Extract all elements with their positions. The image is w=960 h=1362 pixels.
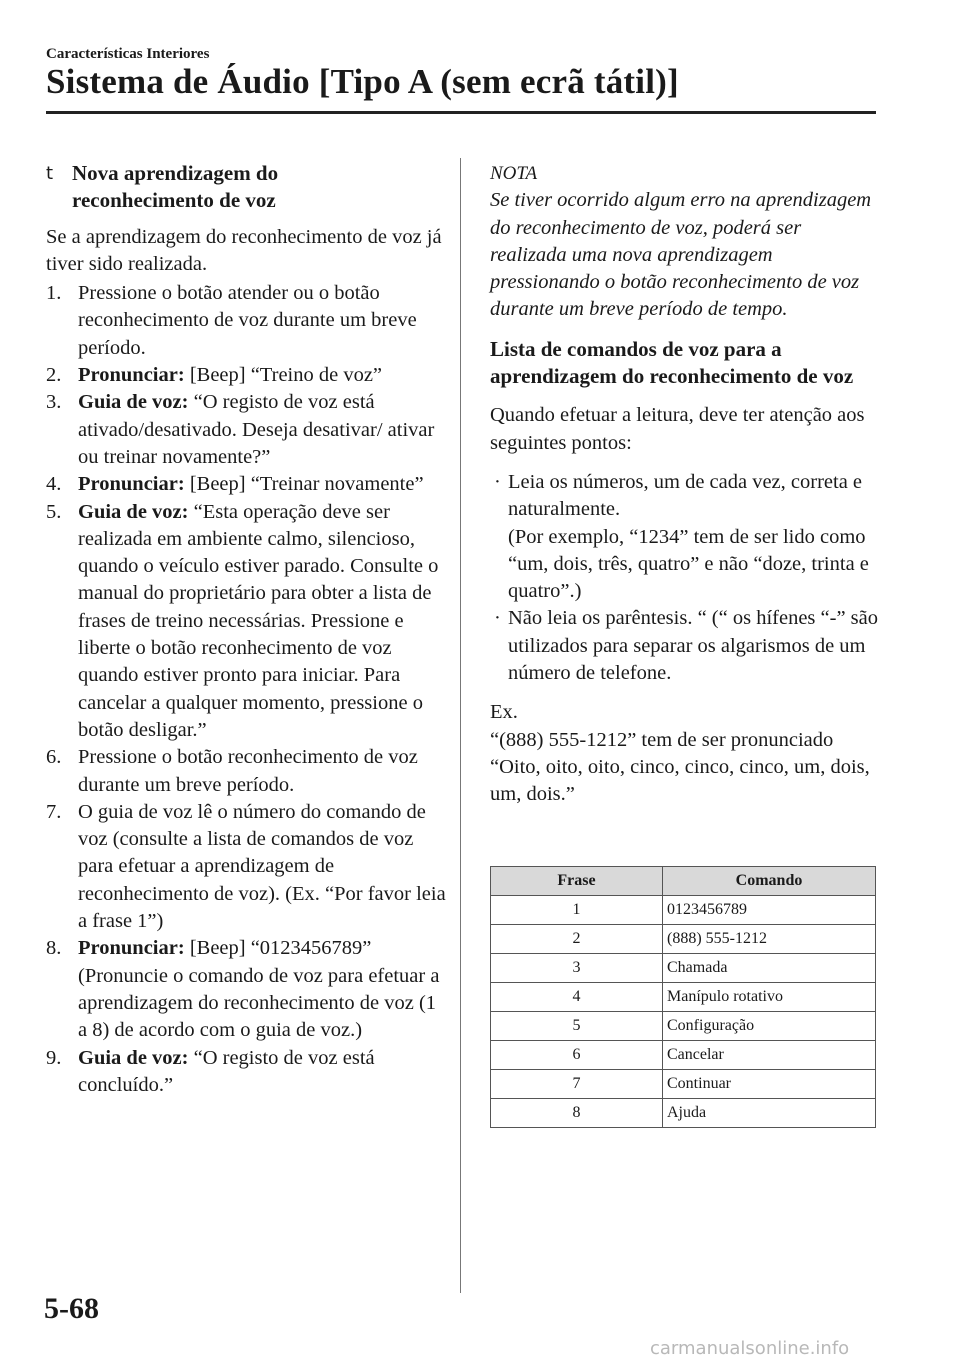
step-text: “Esta operação deve ser realizada em ambiente calmo, silencioso, quando o veículo estiver parado. Consulte o manual do proprietário para obter a lista de frases de treino necessárias. Pressione e liberte o botão reconhecimento de voz quando estiver pronto para iniciar. Para cancelar a qualquer momento, pressione o botão desligar.” [78, 500, 439, 741]
voice-command-table [490, 866, 876, 1128]
list-item [490, 469, 880, 605]
table-cell-command: Manípulo rotativo [663, 983, 876, 1012]
table-row [491, 983, 876, 1012]
table-cell-phrase: 8 [491, 1099, 663, 1128]
step-number: 8. [46, 937, 62, 960]
table-row [491, 1099, 876, 1128]
step-label: Pronunciar: [78, 937, 185, 960]
table-row [491, 1012, 876, 1041]
table-cell-command: (888) 555-1212 [663, 925, 876, 954]
step-text: Pressione o botão reconhecimento de voz durante um breve período. [78, 746, 418, 796]
bullet-text: Não leia os parêntesis. “ (“ os hífenes “-” são utilizados para separar os algarismos de um número de telefone. [508, 607, 878, 685]
table-header-phrase: Frase [491, 867, 663, 896]
table-cell-command: Continuar [663, 1070, 876, 1099]
bullet-icon: · [494, 470, 501, 493]
table-header-row [491, 867, 876, 896]
intro-paragraph: Se a aprendizagem do reconhecimento de voz já tiver sido realizada. [46, 225, 442, 275]
step-number: 1. [46, 282, 62, 305]
subsection-heading-line2: reconhecimento de voz [72, 188, 276, 213]
table-row [491, 1041, 876, 1070]
step-number: 7. [46, 800, 62, 823]
bullet-text-continued: (Por exemplo, “1234” tem de ser lido como “um, dois, três, quatro” e não “doze, trinta e quatro”.) [508, 525, 869, 603]
step [46, 280, 446, 362]
left-column [46, 160, 446, 1099]
subsection-marker-icon: t [46, 163, 54, 184]
step-number: 4. [46, 473, 62, 496]
command-list-heading: Lista de comandos de voz para a aprendizagem do reconhecimento de voz [490, 336, 854, 389]
table-cell-phrase: 3 [491, 954, 663, 983]
table-cell-command: Configuração [663, 1012, 876, 1041]
table-cell-phrase: 2 [491, 925, 663, 954]
subsection-heading-line1: Nova aprendizagem do [72, 161, 279, 185]
column-divider [460, 158, 461, 1293]
step-label: Pronunciar: [78, 473, 185, 496]
step-text: “O registo de voz está ativado/desativado. Deseja desativar/ ativar ou treinar novamente?” [78, 391, 435, 468]
step-text: [Beep] “0123456789” (Pronuncie o comando de voz para efetuar a aprendizagem do reconhecimento de voz (1 a 8) de acordo com o guia de voz.) [78, 937, 440, 1042]
step [46, 1045, 446, 1100]
note-title: NOTA [490, 163, 538, 184]
watermark: carmanualsonline.info [650, 1338, 850, 1359]
step-number: 6. [46, 746, 62, 769]
header-rule [46, 111, 876, 114]
reading-intro: Quando efetuar a leitura, deve ter atenção aos seguintes pontos: [490, 404, 865, 454]
table-row [491, 954, 876, 983]
step [46, 471, 446, 498]
step-text: “O registo de voz está concluído.” [78, 1046, 375, 1096]
table-cell-phrase: 7 [491, 1070, 663, 1099]
table-cell-command: Chamada [663, 954, 876, 983]
step [46, 389, 446, 471]
subsection-heading [46, 160, 446, 215]
chapter-title: Sistema de Áudio [Tipo A (sem ecrã tátil)] [46, 62, 679, 101]
list-item [490, 605, 880, 687]
step-label: Guia de voz: [78, 391, 189, 414]
note-body: Se tiver ocorrido algum erro na aprendizagem do reconhecimento de voz, poderá ser realizada uma nova aprendizagem pressionando o botão reconhecimento de voz durante um breve período de tempo. [490, 189, 872, 321]
table-cell-phrase: 6 [491, 1041, 663, 1070]
table-cell-command: 0123456789 [663, 896, 876, 925]
step-label: Pronunciar: [78, 364, 185, 387]
step-text: [Beep] “Treino de voz” [184, 364, 383, 387]
table-cell-command: Cancelar [663, 1041, 876, 1070]
step-number: 9. [46, 1046, 62, 1069]
example-label: Ex. [490, 701, 518, 724]
page-number: 5-68 [44, 1292, 99, 1325]
step-text: O guia de voz lê o número do comando de voz (consulte a lista de comandos de voz para efetuar a aprendizagem de reconhecimento de voz). (Ex. “Por favor leia a frase 1”) [78, 800, 446, 933]
bullet-text: Leia os números, um de cada vez, correta e naturalmente. [508, 470, 863, 521]
step [46, 799, 446, 935]
table-row [491, 925, 876, 954]
table-row [491, 1070, 876, 1099]
bullet-icon: · [494, 607, 501, 630]
step [46, 499, 446, 745]
table-header-command: Comando [663, 867, 876, 896]
table-cell-phrase: 4 [491, 983, 663, 1012]
step-number: 3. [46, 391, 62, 414]
step [46, 935, 446, 1044]
step-number: 5. [46, 500, 62, 523]
table-cell-phrase: 1 [491, 896, 663, 925]
table-cell-command: Ajuda [663, 1099, 876, 1128]
section-label: Características Interiores [46, 46, 210, 62]
step [46, 362, 446, 389]
right-column [490, 160, 880, 809]
table-row [491, 896, 876, 925]
step [46, 744, 446, 799]
step-text: Pressione o botão atender ou o botão reconhecimento de voz durante um breve período. [78, 282, 417, 359]
example-text: “(888) 555-1212” tem de ser pronunciado “Oito, oito, oito, cinco, cinco, cinco, um, dois, um, dois.” [490, 728, 870, 806]
table-cell-phrase: 5 [491, 1012, 663, 1041]
step-number: 2. [46, 364, 62, 387]
step-label: Guia de voz: [78, 1046, 189, 1069]
step-text: [Beep] “Treinar novamente” [184, 473, 424, 496]
step-label: Guia de voz: [78, 500, 189, 523]
